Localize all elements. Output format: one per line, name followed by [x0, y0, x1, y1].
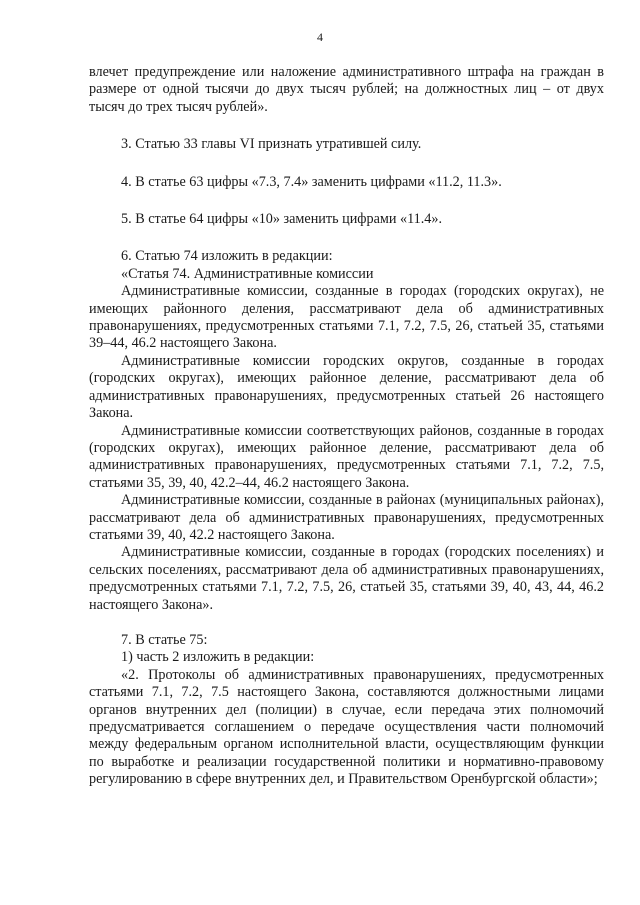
paragraph-commissions-no-districts: Административные комиссии, созданные в городах (городских округах), не имеющих районного деления, рассматривают дела об административных правонарушениях, предусмотренных статьями 7.1, 7.2, 7.5, 26, статьей 35, статьями 39–44, 46.2 настоящего Закона.: [89, 283, 604, 352]
paragraph-item-3: 3. Статью 33 главы VI признать утратившей силу.: [121, 136, 422, 153]
paragraph-commissions-urban-districts: Административные комиссии городских округов, созданные в городах (городских округах), имеющих районное деление, рассматривают дела об административных правонарушениях, предусмотренных статьей 26 настоящего Закона.: [89, 352, 604, 422]
paragraph-item-6: 6. Статью 74 изложить в редакции:: [121, 248, 333, 265]
paragraph-item-5: 5. В статье 64 цифры «10» заменить цифрами «11.4».: [121, 211, 443, 228]
paragraph-commissions-settlements: Административные комиссии, созданные в городах (городских поселениях) и сельских поселениях, рассматривают дела об административных правонарушениях, предусмотренных статьями 7.1, 7.2, 7.5, 26, статьей 35, статьями 39, 40, 43, 44, 46.2 настоящего Закона».: [89, 544, 604, 613]
paragraph-commissions-respective-districts: Административные комиссии соответствующих районов, созданные в городах (городских округах), имеющих районное деление, рассматривают дела об административных правонарушениях, предусмотренных статьями 7.1, 7.2, 7.5, статьями 35, 39, 40, 42.2–44, 46.2 настоящего Закона.: [89, 422, 604, 491]
document-body: [89, 64, 604, 789]
paragraph-part-2-protocols: «2. Протоколы об административных правонарушениях, предусмотренных статьями 7.1, 7.2, 7.5 настоящего Закона, составляются должностными лицами органов внутренних дел (полиции) в случае, если передача этих полномочий предусматривается соглашением о передаче осуществления части полномочий между федеральным органом исполнительной власти, осуществляющим функции по выработке и реализации государственной политики и нормативно-правовому регулированию в сфере внутренних дел, и Правительством Оренбургской области»;: [89, 666, 604, 788]
paragraph-penalty-continuation: влечет предупреждение или наложение административного штрафа на граждан в размере от одной тысячи до двух тысяч рублей; на должностных лиц – от двух тысяч до трех тысяч рублей».: [89, 64, 604, 115]
paragraph-commissions-municipal-districts: Административные комиссии, созданные в районах (муниципальных районах), рассматривают дела об административных правонарушениях, предусмотренных статьями 39, 40, 42.2 настоящего Закона.: [89, 492, 604, 543]
paragraph-item-4: 4. В статье 63 цифры «7.3, 7.4» заменить цифрами «11.2, 11.3».: [121, 173, 502, 190]
page-number: 4: [317, 30, 323, 44]
article-74-heading: «Статья 74. Административные комиссии: [121, 265, 374, 282]
paragraph-item-7: 7. В статье 75:: [121, 631, 208, 648]
paragraph-subitem-1: 1) часть 2 изложить в редакции:: [121, 649, 315, 666]
